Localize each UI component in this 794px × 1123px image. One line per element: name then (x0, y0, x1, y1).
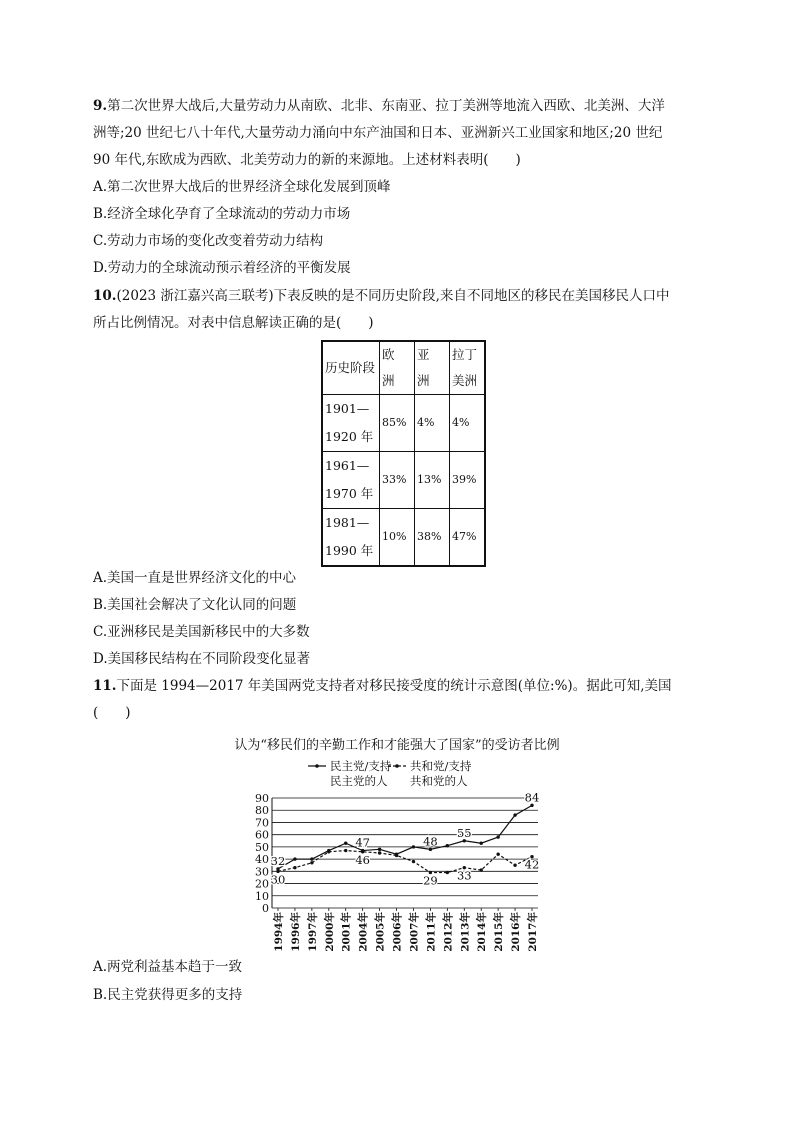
cell-europe: 33% (380, 452, 415, 509)
y-tick-label-10: 10 (255, 889, 269, 903)
x-tick-label-7: 2006年 (391, 912, 404, 952)
table-header-row (322, 341, 485, 395)
x-tick-label-5: 2004年 (357, 912, 370, 952)
data-point-1-6 (378, 851, 381, 854)
q10-option-d: D.美国移民结构在不同阶段变化显著 (93, 651, 311, 667)
q11-stem-line-2: ( ) (93, 705, 131, 721)
header-stage: 历史阶段 (322, 341, 380, 395)
data-point-1-14 (513, 864, 516, 867)
q10-number: 10. (93, 288, 117, 304)
x-tick-label-13: 2015年 (493, 912, 506, 952)
data-point-0-4 (344, 842, 347, 845)
cell-europe: 10% (380, 509, 415, 567)
data-label-5: 29 (423, 873, 438, 888)
y-tick-label-80: 80 (255, 804, 269, 818)
q9-option-b: B.经济全球化孕育了全球流动的劳动力市场 (93, 206, 351, 222)
data-point-0-6 (378, 848, 381, 851)
q9-stem-text-1: 第二次世界大战后,大量劳动力从南欧、北非、东南亚、拉丁美洲等地流入西欧、北美洲、大洋 (107, 98, 665, 114)
data-label-9: 42 (524, 857, 540, 872)
data-label-4: 48 (423, 834, 438, 849)
data-point-0-2 (310, 857, 313, 860)
y-tick-label-70: 70 (255, 816, 269, 830)
data-point-1-2 (310, 861, 313, 864)
data-label-3: 46 (355, 852, 370, 867)
data-point-1-10 (446, 871, 449, 874)
q11-stem-line-1 (93, 677, 672, 695)
data-label-6: 55 (456, 825, 472, 840)
legend-label-0-1: 民主党的人 (330, 774, 388, 788)
table-row (322, 452, 485, 509)
data-label-7: 33 (456, 868, 472, 883)
y-tick-label-20: 20 (255, 877, 269, 891)
data-point-1-3 (327, 850, 330, 853)
legend-marker-0 (315, 764, 319, 768)
data-point-0-1 (293, 857, 296, 860)
data-point-0-10 (446, 844, 449, 847)
data-point-1-8 (412, 860, 415, 863)
x-tick-label-4: 2001年 (340, 912, 353, 952)
data-point-0-13 (496, 835, 499, 838)
x-tick-label-15: 2017年 (527, 912, 539, 952)
y-tick-label-30: 30 (255, 865, 269, 879)
data-point-1-1 (293, 866, 296, 869)
row-stage: 1901— 1920 年 (322, 395, 380, 452)
cell-europe: 85% (380, 395, 415, 452)
chart-title: 认为“移民们的辛勤工作和才能强大了国家”的受访者比例 (234, 738, 560, 753)
y-tick-label-50: 50 (255, 840, 269, 854)
immigration-acceptance-chart (250, 755, 550, 960)
y-tick-label-90: 90 (255, 792, 269, 805)
y-tick-label-0: 0 (262, 902, 269, 915)
q9-stem-line-1 (93, 97, 665, 115)
row-stage: 1981— 1990 年 (322, 509, 380, 567)
y-tick-label-40: 40 (255, 853, 269, 867)
x-tick-label-8: 2007年 (408, 912, 421, 952)
q9-option-d: D.劳动力的全球流动预示着经济的平衡发展 (93, 260, 351, 276)
q9-stem-line-3: 90 年代,东欧成为西欧、北美劳动力的新的来源地。上述材料表明( ) (93, 152, 521, 168)
legend-label-1-0: 共和党/支持 (410, 759, 472, 773)
data-point-1-12 (480, 868, 483, 871)
cell-asia: 13% (415, 452, 450, 509)
data-point-0-14 (513, 813, 516, 816)
immigration-table (321, 340, 486, 567)
q9-option-c: C.劳动力市场的变化改变着劳动力结构 (93, 233, 324, 249)
row-stage: 1961— 1970 年 (322, 452, 380, 509)
q9-option-a: A.第二次世界大战后的世界经济全球化发展到顶峰 (93, 179, 391, 195)
series-line-1 (278, 851, 532, 873)
x-tick-label-6: 2005年 (374, 912, 387, 952)
cell-latin-america: 4% (450, 395, 486, 452)
data-point-1-4 (344, 849, 347, 852)
x-tick-label-12: 2014年 (476, 912, 489, 952)
q10-stem-line-2: 所占比例情况。对表中信息解读正确的是( ) (93, 315, 374, 331)
data-label-8: 84 (524, 790, 540, 805)
data-label-2: 47 (355, 835, 370, 850)
cell-latin-america: 47% (450, 509, 486, 567)
q11-option-b: B.民主党获得更多的支持 (93, 987, 243, 1003)
q10-option-c: C.亚洲移民是美国新移民中的大多数 (93, 624, 310, 640)
data-point-0-12 (480, 842, 483, 845)
data-point-1-7 (395, 854, 398, 857)
x-tick-label-1: 1996年 (289, 912, 302, 952)
header-asia: 亚 洲 (415, 341, 450, 395)
x-tick-label-3: 2000年 (323, 912, 336, 952)
data-point-1-13 (496, 853, 499, 856)
x-tick-label-10: 2012年 (442, 912, 455, 952)
x-tick-label-14: 2016年 (510, 912, 523, 952)
data-label-1: 30 (270, 872, 286, 887)
q10-option-b: B.美国社会解决了文化认同的问题 (93, 597, 297, 613)
x-tick-label-2: 1997年 (306, 912, 319, 952)
q9-number: 9. (93, 98, 108, 114)
x-tick-label-9: 2011年 (425, 912, 438, 952)
legend-label-0-0: 民主党/支持 (330, 759, 392, 773)
x-tick-label-0: 1994年 (273, 912, 285, 952)
legend-marker-1 (395, 764, 399, 768)
q11-option-a: A.两党利益基本趋于一致 (93, 959, 243, 975)
q11-number: 11. (93, 678, 117, 694)
table-row (322, 395, 485, 452)
x-tick-label-11: 2013年 (459, 912, 472, 952)
q11-stem-text-1: 下面是 1994—2017 年美国两党支持者对移民接受度的统计示意图(单位:%)。据此可知,美国 (116, 678, 672, 694)
cell-asia: 38% (415, 509, 450, 567)
table-row (322, 509, 485, 567)
data-label-0: 32 (270, 853, 286, 868)
header-latin-america: 拉丁 美洲 (450, 341, 486, 395)
data-point-0-8 (412, 845, 415, 848)
q10-stem-line-1 (93, 287, 669, 305)
q10-option-a: A.美国一直是世界经济文化的中心 (93, 570, 297, 586)
q9-stem-line-2: 洲等;20 世纪七八十年代,大量劳动力涌向中东产油国和日本、亚洲新兴工业国家和地区;20 世纪 (93, 125, 663, 141)
cell-latin-america: 39% (450, 452, 486, 509)
header-europe: 欧 洲 (380, 341, 415, 395)
y-tick-label-60: 60 (255, 828, 269, 842)
cell-asia: 4% (415, 395, 450, 452)
legend-label-1-1: 共和党的人 (410, 774, 468, 788)
q10-stem-text-1: (2023 浙江嘉兴高三联考)下表反映的是不同历史阶段,来自不同地区的移民在美国移民人口中 (116, 288, 670, 304)
